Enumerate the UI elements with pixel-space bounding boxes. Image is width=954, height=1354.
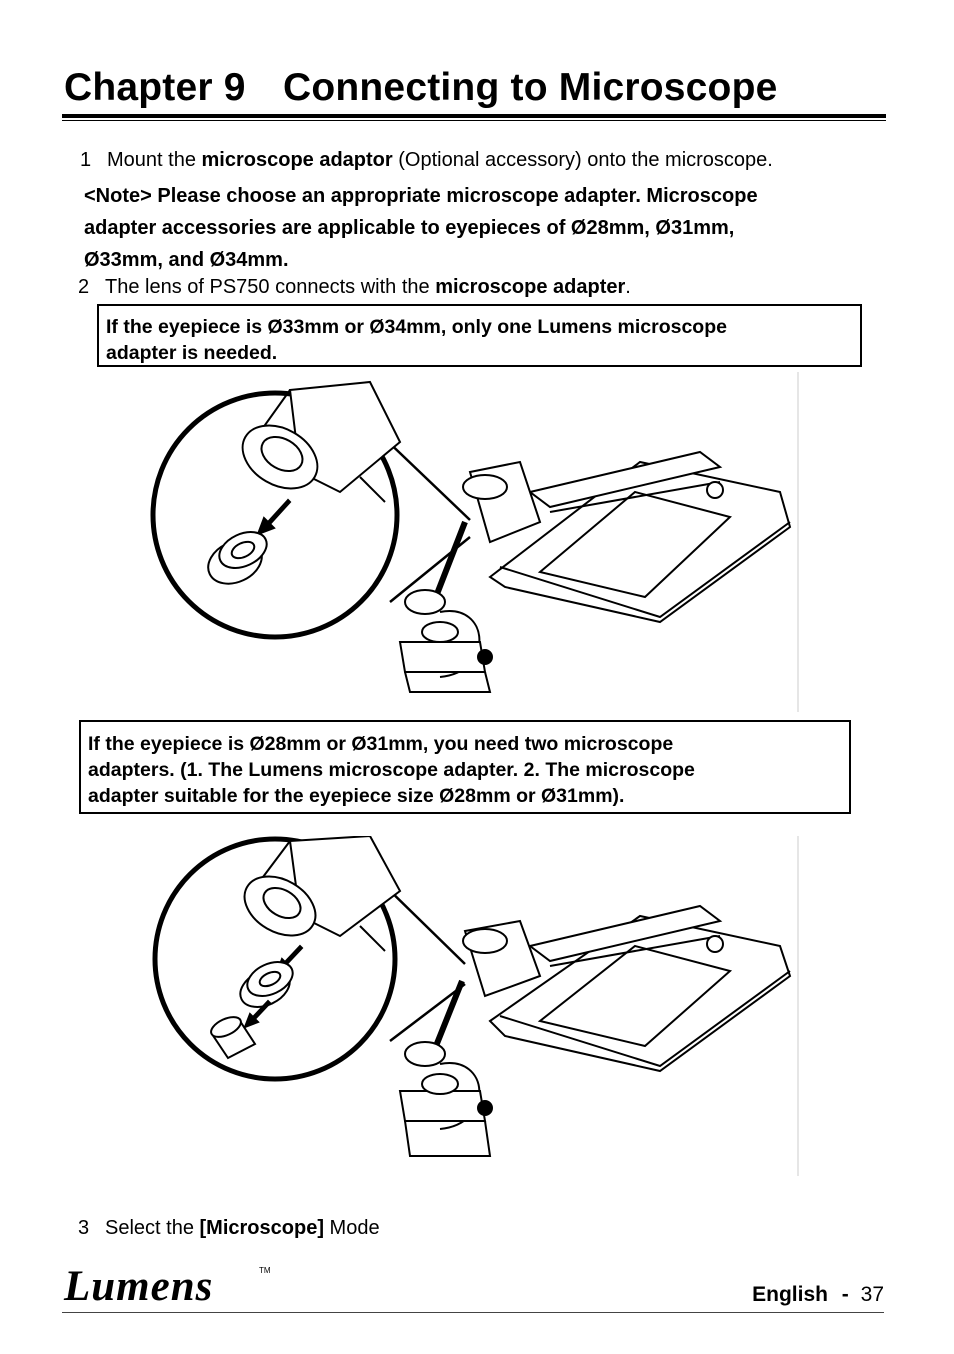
footer-rule	[62, 1312, 884, 1313]
step-1: 1 Mount the microscope adaptor (Optional accessory) onto the microscope.	[80, 149, 773, 171]
step-number: 1	[80, 149, 92, 171]
lumens-logo: Lumens	[64, 1263, 214, 1310]
footer-separator: -	[841, 1283, 849, 1306]
chapter-name: Connecting to Microscope	[283, 66, 778, 109]
microscope-icon	[400, 981, 492, 1156]
note-block: <Note> Please choose an appropriate microscope adapter. Microscope adapter accessories are applicable to eyepieces of Ø28mm, Ø31mm, Ø33mm, and Ø34mm.	[84, 185, 758, 271]
chapter-number: Chapter 9	[64, 66, 246, 109]
chapter-title	[64, 66, 778, 110]
zoom-camera-lens	[231, 382, 400, 502]
step-2: 2 The lens of PS750 connects with the microscope adapter.	[78, 276, 631, 298]
figure-two-adapters	[140, 836, 800, 1176]
document-camera-icon	[463, 906, 790, 1071]
document-camera-icon	[463, 452, 790, 622]
title-rule-thick	[62, 114, 886, 118]
down-arrow-icon	[258, 500, 290, 534]
zoom-camera-lens	[234, 836, 400, 951]
info-box-two-adapters: If the eyepiece is Ø28mm or Ø31mm, you need two microscope adapters. (1. The Lumens microscope adapter. 2. The microscope adapter suitable for the eyepiece size Ø28mm or Ø31mm).	[79, 720, 851, 814]
title-rule-thin	[62, 120, 886, 121]
figure-single-adapter	[140, 372, 800, 712]
step-number: 2	[78, 276, 90, 298]
footer-language: English	[752, 1283, 828, 1306]
trademark-symbol: TM	[259, 1266, 271, 1275]
page-number: 37	[860, 1283, 884, 1306]
page-footer	[752, 1283, 884, 1307]
step-3: 3 Select the [Microscope] Mode	[78, 1217, 380, 1239]
info-box-single-adapter: If the eyepiece is Ø33mm or Ø34mm, only one Lumens microscope adapter is needed.	[97, 304, 862, 367]
step-number: 3	[78, 1217, 90, 1239]
microscope-icon	[400, 522, 492, 692]
adapter-part	[201, 525, 272, 592]
